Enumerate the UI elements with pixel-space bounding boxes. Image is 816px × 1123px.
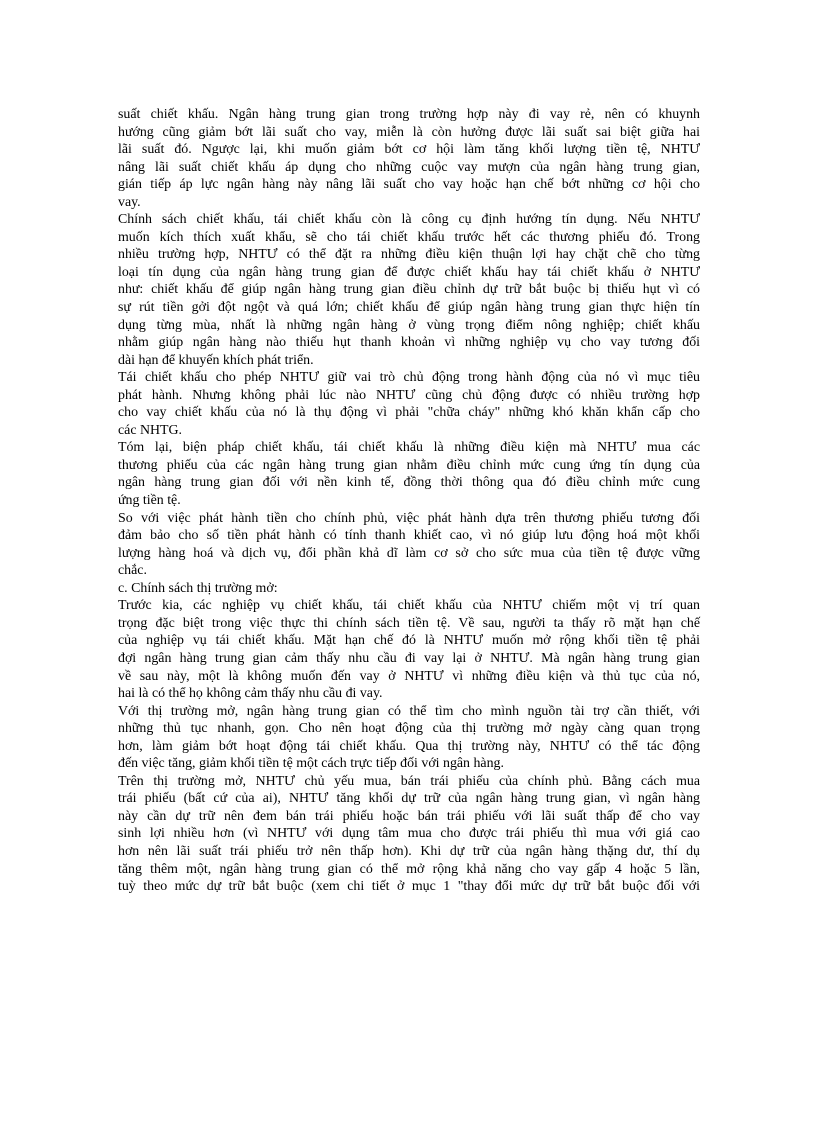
text-line: như: chiết khấu để giúp ngân hàng trung gian điều chỉnh dự trữ bắt buộc bị thiếu hụt vì có: [118, 282, 700, 298]
text-line: phát hành. Nhưng không phải lúc nào NHTƯ cũng chủ động được có nhiều trường hợp: [118, 387, 700, 403]
text-line: tuỳ theo mức dự trữ bắt buộc (xem chi tiết ở mục 1 "thay đổi mức dự trữ bắt buộc đối với: [118, 879, 700, 895]
text-line: cho vay chiết khấu của nó là thụ động vì phải "chữa cháy" những khó khăn khẩn cấp cho: [118, 405, 700, 421]
text-line: Với thị trường mở, ngân hàng trung gian có thể tìm cho mình nguồn tài trợ cần thiết, với: [118, 703, 700, 719]
text-line: hai là có thể họ không cảm thấy nhu cầu đi vay.: [118, 686, 383, 702]
text-line: đợi ngân hàng trung gian cảm thấy nhu cầu đi vay lại ở NHTƯ. Mà ngân hàng trung gian: [118, 650, 700, 666]
text-line: suất chiết khấu. Ngân hàng trung gian trong trường hợp này đi vay rẻ, nên có khuynh: [118, 107, 700, 122]
text-line: nhằm giúp ngân hàng nào thiếu hụt thanh khoản vì những nghiệp vụ cho vay tương đối: [118, 335, 700, 351]
text-line: Tóm lại, biện pháp chiết khấu, tái chiết khấu là những điều kiện mà NHTƯ mua các: [118, 440, 700, 456]
text-line: Trên thị trường mở, NHTƯ chủ yếu mua, bán trái phiếu của chính phủ. Bằng cách mua: [118, 773, 700, 789]
text-line: loại tín dụng của ngân hàng trung gian để được chiết khấu hay tái chiết khấu ở NHTƯ: [118, 264, 700, 280]
text-line: Tái chiết khấu cho phép NHTƯ giữ vai trò chủ động trong hành động của nó vì mục tiêu: [118, 370, 700, 386]
text-line: hơn, làm giảm bớt hoạt động tái chiết khấu. Qua thị trường này, NHTƯ có thể tác động: [118, 738, 700, 754]
text-line: sinh lợi nhiều hơn (vì NHTƯ với dụng tâm mua cho được trái phiếu thì mua với giá cao: [118, 826, 700, 842]
text-line: sự rút tiền gởi đột ngột và quá lớn; chiết khấu để giúp ngân hàng trung gian thực hiện tín: [118, 300, 700, 316]
text-line: lãi suất đó. Ngược lại, khi muốn giảm bớt cơ hội làm tăng khối lượng tiền tệ, NHTƯ: [118, 142, 700, 158]
paragraph-open-market-benefits: [118, 703, 700, 773]
text-line: gián tiếp áp lực ngân hàng này nâng lãi suất cho vay hoặc hạn chế bớt những cơ hội cho: [118, 177, 700, 193]
text-line: dụng từng mùa, nhất là những ngân hàng ở vùng trọng điểm nông nghiệp; chiết khấu: [118, 317, 700, 333]
text-line: trọng đặc biệt trong việc thực thi chính sách tiền tệ. Về sau, người ta thấy rõ mặt hạn chế: [118, 615, 700, 631]
text-line: chắc.: [118, 563, 147, 579]
text-line: dài hạn để khuyến khích phát triển.: [118, 352, 314, 368]
paragraph-open-market-history: [118, 597, 700, 702]
text-line: các NHTG.: [118, 422, 183, 438]
text-line: về sau này, một là không muốn đến vay ở NHTƯ vì những điều kiện và thủ tục của nó,: [118, 668, 700, 684]
text-line: này cần dự trữ nên đem bán trái phiếu hoặc bán trái phiếu với lãi suất thấp để cho vay: [118, 808, 700, 824]
text-line: hướng cũng giảm bớt lãi suất cho vay, miễn là còn hưởng được lãi suất sai biệt giữa hai: [118, 124, 700, 140]
text-line: thương phiếu của các ngân hàng trung gian nhằm điều chỉnh mức cung ứng tín dụng của: [118, 457, 700, 473]
paragraph-comparison: [118, 510, 700, 580]
text-line: Chính sách chiết khấu, tái chiết khấu còn là công cụ định hướng tín dụng. Nếu NHTƯ: [118, 212, 700, 228]
text-line: So với việc phát hành tiền cho chính phủ, việc phát hành dựa trên thương phiếu tương đối: [118, 510, 700, 526]
text-line: vay.: [118, 194, 141, 210]
paragraph-open-market-operations: [118, 773, 700, 896]
text-line: những thủ tục nhanh, gọn. Cho nên hoạt động của thị trường mở ngày càng quan trọng: [118, 721, 700, 737]
text-line: ngân hàng trung gian đối với nền kinh tế, đồng thời thông qua đó điều chỉnh mức cung: [118, 475, 700, 491]
text-line: của nghiệp vụ tái chiết khấu. Mặt hạn chế đó là NHTƯ muốn mở rộng khối tiền tệ phải: [118, 633, 700, 649]
text-line: trái phiếu (bất cứ của ai), NHTƯ tăng khối dự trữ của ngân hàng trung gian, vì ngân hàng: [118, 791, 700, 807]
text-line: nâng lãi suất chiết khấu áp dụng cho những cuộc vay mượn của ngân hàng trung gian,: [118, 159, 700, 175]
document-page: [118, 106, 700, 896]
text-line: muốn kích thích xuất khẩu, sẽ cho tái chiết khấu trước hết các thương phiếu đó. Trong: [118, 229, 700, 245]
paragraph-credit-orientation: [118, 211, 700, 369]
section-heading-open-market: [118, 580, 700, 598]
paragraph-discount-rate-effect: [118, 106, 700, 211]
text-line: lượng hàng hoá và dịch vụ, đổi phần khả dĩ làm cơ sở cho sức mua của tiền tệ được vững: [118, 545, 700, 561]
text-line: Trước kia, các nghiệp vụ chiết khấu, tái chiết khấu của NHTƯ chiếm một vị trí quan: [118, 598, 700, 614]
text-line: đến việc tăng, giảm khối tiền tệ một cách trực tiếp đối với ngân hàng.: [118, 756, 504, 772]
text-line: hơn nên lãi suất trái phiếu trở nên thấp hơn). Khi dự trữ của ngân hàng thặng dư, thí dụ: [118, 843, 700, 859]
text-line: ứng tiền tệ.: [118, 493, 181, 509]
paragraph-summary: [118, 439, 700, 509]
text-line: đảm bảo cho số tiền phát hành có tính thanh khiết cao, vì nó giúp lưu động hoá một khối: [118, 528, 700, 544]
text-line: nhiều trường hợp, NHTƯ có thể đặt ra những điều kiện thuận lợi hay chặt chẽ cho từng: [118, 247, 700, 263]
paragraph-rediscount-role: [118, 369, 700, 439]
text-line: tăng thêm một, ngân hàng trung gian có thể mở rộng khả năng cho vay gấp 4 hoặc 5 lần,: [118, 861, 700, 877]
text-line: c. Chính sách thị trường mở:: [118, 580, 278, 596]
